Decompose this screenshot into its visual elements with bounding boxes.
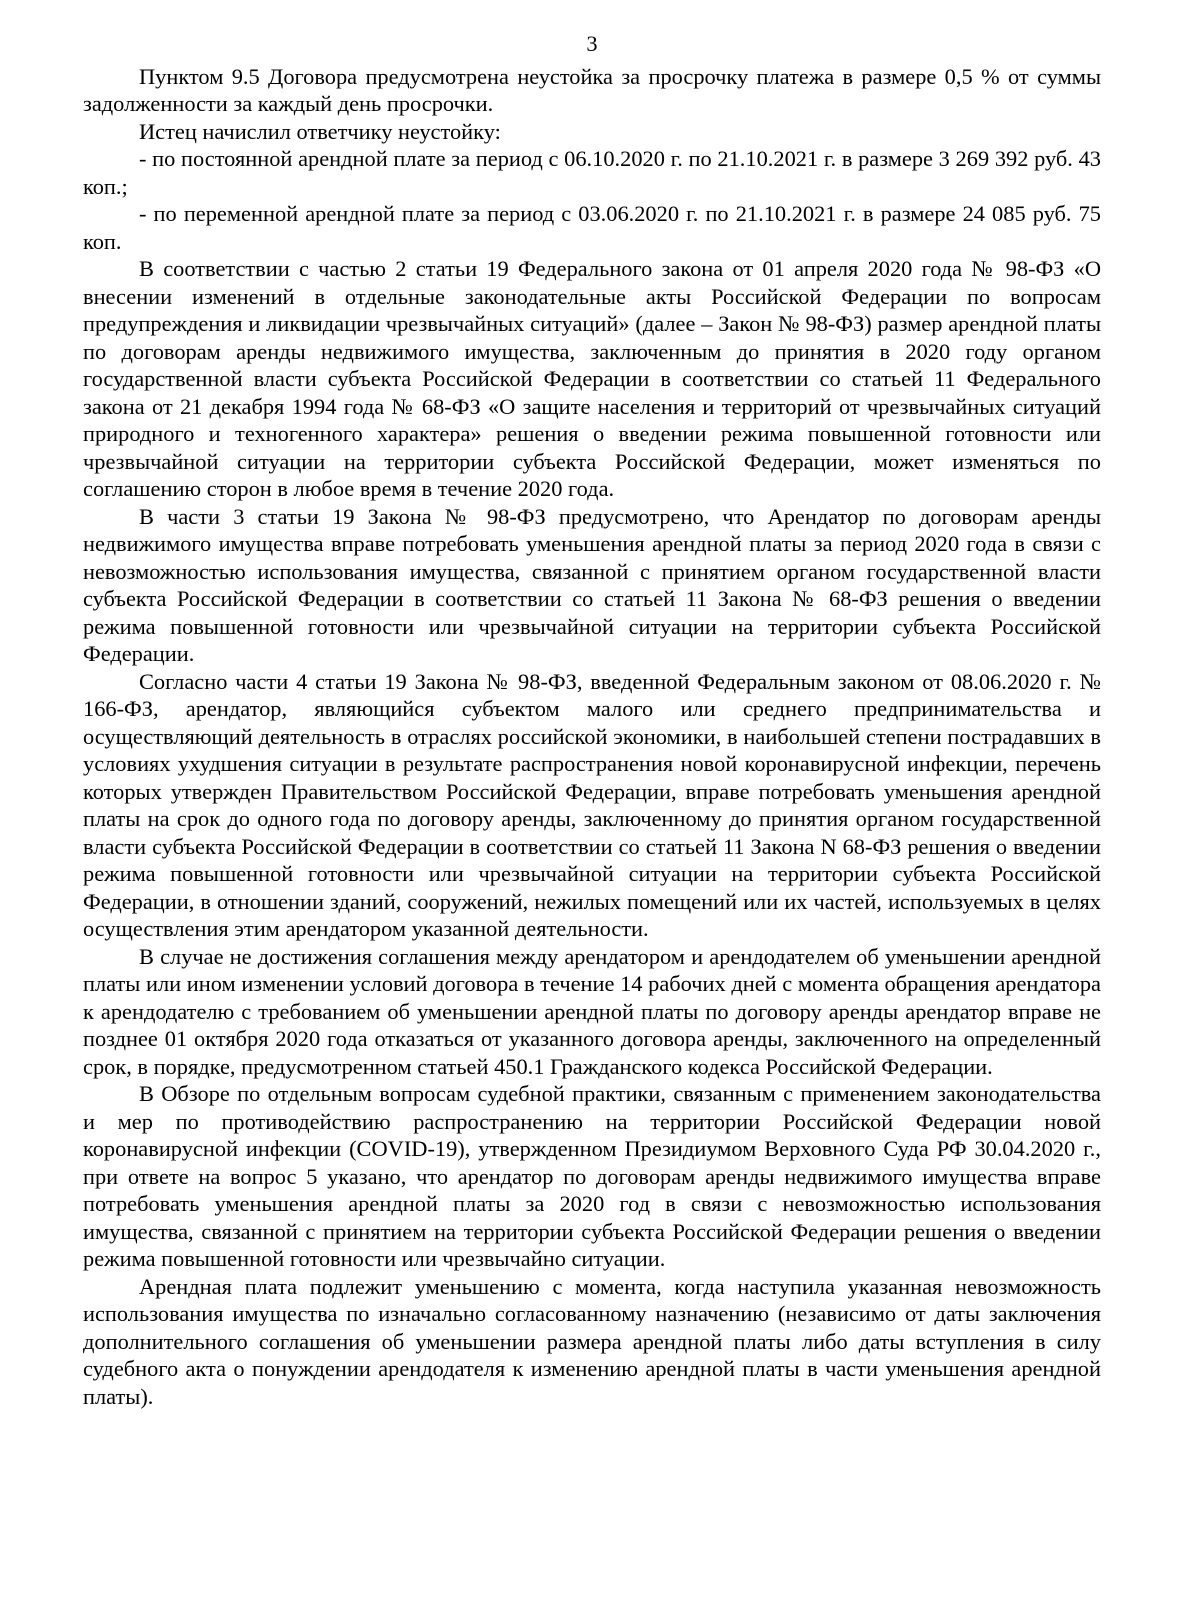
paragraph-penalty-intro: Истец начислил ответчику неустойку: [139, 118, 501, 144]
paragraph-penalty-variable-rent: - по переменной арендной плате за период с 03.06.2020 г. по 21.10.2021 г. в размере 24 085 руб. 75 коп. [83, 201, 1101, 254]
paragraph-law-98-part-2: В соответствии с частью 2 статьи 19 Федерального закона от 01 апреля 2020 года № 98-ФЗ «О внесении изменений в отдельные законодательные акты Российской Федерации по вопросам предупреждения и ликвидации чрезвычайных ситуаций» (далее – Закон № 98-ФЗ) размер арендной платы по договорам аренды недвижимого имущества, заключенным до принятия в 2020 году органом государственной власти субъекта Российской Федерации в соответствии со статьей 11 Федерального закона от 21 декабря 1994 года № 68-ФЗ «О защите населения и территорий от чрезвычайных ситуаций природного и техногенного характера» решения о введении режима повышенной готовности или чрезвычайной ситуации на территории субъекта Российской Федерации, может изменяться по соглашению сторон в любое время в течение 2020 года. [83, 256, 1101, 501]
paragraph-supreme-court-review: В Обзоре по отдельным вопросам судебной практики, связанным с применением законодательства и мер по противодействию распространению на территории Российской Федерации новой коронавирусной инфекции (COVID-19), утвержденном Президиумом Верховного Суда РФ 30.04.2020 г., при ответе на вопрос 5 указано, что арендатор по договорам аренды недвижимого имущества вправе потребовать уменьшения арендной платы за 2020 год в связи с невозможностью использования имущества, связанной с принятием на территории субъекта Российской Федерации решения о введении режима повышенной готовности или чрезвычайно ситуации. [83, 1081, 1101, 1271]
page-number: 3 [586, 31, 598, 56]
paragraph-law-98-part-3: В части 3 статьи 19 Закона № 98-ФЗ предусмотрено, что Арендатор по договорам аренды недвижимого имущества вправе потребовать уменьшения арендной платы за период 2020 года в связи с невозможностью использования имущества, связанной с принятием органом государственной власти субъекта Российской Федерации в соответствии со статьей 11 Закона № 68-ФЗ решения о введении режима повышенной готовности или чрезвычайной ситуации на территории субъекта Российской Федерации. [83, 503, 1101, 666]
paragraph-penalty-clause: Пунктом 9.5 Договора предусмотрена неустойка за просрочку платежа в размере 0,5 % от суммы задолженности за каждый день просрочки. [83, 63, 1101, 116]
paragraph-rent-reduction: Арендная плата подлежит уменьшению с момента, когда наступила указанная невозможность использования имущества по изначально согласованному назначению (независимо от даты заключения дополнительного соглашения об уменьшении размера арендной платы либо даты вступления в силу судебного акта о понуждении арендодателя к изменению арендной платы в части уменьшения арендной платы). [83, 1273, 1101, 1409]
paragraph-penalty-fixed-rent: - по постоянной арендной плате за период с 06.10.2020 г. по 21.10.2021 г. в размере 3 269 392 руб. 43 коп.; [83, 146, 1101, 199]
paragraph-no-agreement: В случае не достижения соглашения между арендатором и арендодателем об уменьшении арендной платы или ином изменении условий договора в течение 14 рабочих дней с момента обращения арендатора к арендодателю с требованием об уменьшении арендной платы по договору аренды арендатор вправе не позднее 01 октября 2020 года отказаться от указанного договора аренды, заключенного на определенный срок, в порядке, предусмотренном статьей 450.1 Гражданского кодекса Российской Федерации. [83, 943, 1101, 1079]
paragraph-law-98-part-4: Согласно части 4 статьи 19 Закона № 98-ФЗ, введенной Федеральным законом от 08.06.2020 г. № 166-ФЗ, арендатор, являющийся субъектом малого или среднего предпринимательства и осуществляющий деятельность в отраслях российской экономики, в наибольшей степени пострадавших в условиях ухудшения ситуации в результате распространения новой коронавирусной инфекции, перечень которых утвержден Правительством Российской Федерации, вправе потребовать уменьшения арендной платы на срок до одного года по договору аренды, заключенному до принятия органом государственной власти субъекта Российской Федерации в соответствии со статьей 11 Закона N 68-ФЗ решения о введении режима повышенной готовности или чрезвычайной ситуации на территории субъекта Российской Федерации, в отношении зданий, сооружений, нежилых помещений или их частей, используемых в целях осуществления этим арендатором указанной деятельности. [83, 668, 1101, 941]
document-page [83, 30, 1101, 1410]
